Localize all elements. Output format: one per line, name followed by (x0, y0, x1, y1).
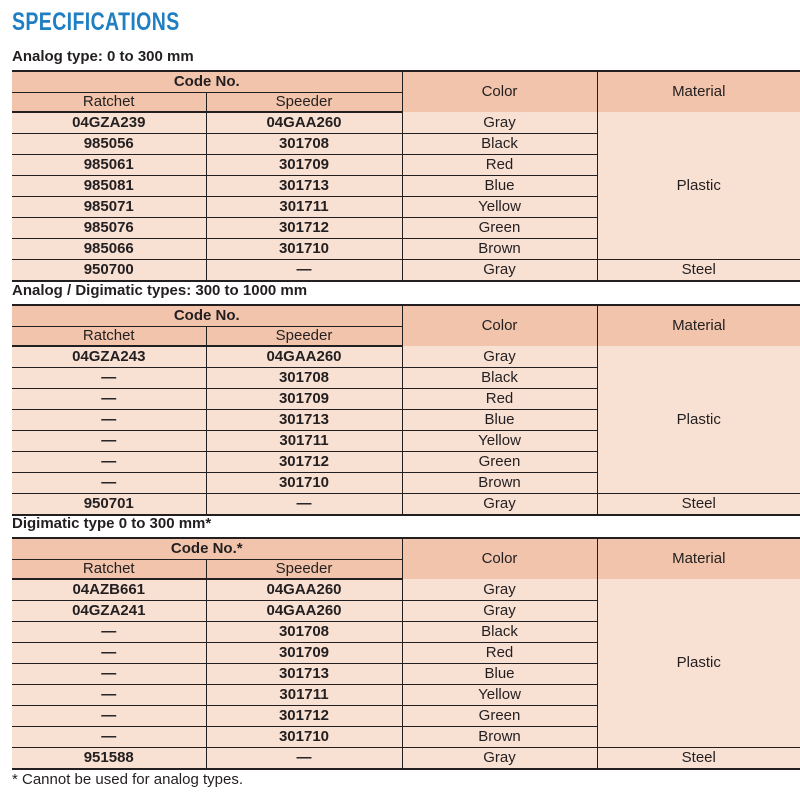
speeder-code: 04GAA260 (206, 601, 402, 622)
ratchet-code: 985076 (12, 218, 206, 239)
material-steel: Steel (597, 260, 800, 282)
footnote: * Cannot be used for analog types. (12, 771, 243, 788)
ratchet-header: Ratchet (12, 560, 206, 580)
page-title: SPECIFICATIONS (12, 8, 180, 36)
speeder-code: — (206, 260, 402, 282)
ratchet-code: 950700 (12, 260, 206, 282)
speeder-code: 301713 (206, 176, 402, 197)
color-cell: Brown (402, 727, 597, 748)
table-row (12, 494, 800, 516)
speeder-code: 301709 (206, 155, 402, 176)
color-cell: Blue (402, 176, 597, 197)
material-plastic: Plastic (597, 579, 800, 748)
ratchet-code: — (12, 410, 206, 431)
color-header: Color (402, 71, 597, 112)
color-cell: Red (402, 643, 597, 664)
speeder-header: Speeder (206, 560, 402, 580)
speeder-code: — (206, 748, 402, 770)
ratchet-code: — (12, 664, 206, 685)
speeder-code: 301709 (206, 389, 402, 410)
color-cell: Gray (402, 112, 597, 134)
ratchet-code: — (12, 685, 206, 706)
speeder-code: 301712 (206, 452, 402, 473)
speeder-code: 301708 (206, 368, 402, 389)
speeder-code: 301710 (206, 727, 402, 748)
code-no-header: Code No. (12, 305, 402, 327)
ratchet-code: — (12, 368, 206, 389)
color-cell: Brown (402, 239, 597, 260)
speeder-code: 301711 (206, 685, 402, 706)
speeder-code: 04GAA260 (206, 579, 402, 601)
speeder-code: 301708 (206, 134, 402, 155)
color-cell: Gray (402, 346, 597, 368)
ratchet-code: 950701 (12, 494, 206, 516)
color-cell: Green (402, 452, 597, 473)
color-cell: Yellow (402, 685, 597, 706)
color-cell: Blue (402, 410, 597, 431)
speeder-code: 301710 (206, 239, 402, 260)
ratchet-code: 04AZB661 (12, 579, 206, 601)
code-no-header: Code No.* (12, 538, 402, 560)
code-no-header: Code No. (12, 71, 402, 93)
speeder-code: 04GAA260 (206, 346, 402, 368)
color-header: Color (402, 538, 597, 579)
speeder-code: 301711 (206, 431, 402, 452)
speeder-header: Speeder (206, 327, 402, 347)
color-cell: Gray (402, 260, 597, 282)
ratchet-header: Ratchet (12, 93, 206, 113)
spec-table (12, 70, 800, 282)
table-row (12, 112, 800, 134)
ratchet-code: 985056 (12, 134, 206, 155)
speeder-header: Speeder (206, 93, 402, 113)
color-cell: Green (402, 218, 597, 239)
speeder-code: 301713 (206, 410, 402, 431)
table-row (12, 346, 800, 368)
material-header: Material (597, 538, 800, 579)
color-cell: Black (402, 622, 597, 643)
ratchet-code: 04GZA243 (12, 346, 206, 368)
material-steel: Steel (597, 494, 800, 516)
ratchet-code: — (12, 473, 206, 494)
section-title: Analog type: 0 to 300 mm (12, 48, 194, 65)
material-header: Material (597, 305, 800, 346)
speeder-code: — (206, 494, 402, 516)
spec-table (12, 304, 800, 516)
speeder-code: 301711 (206, 197, 402, 218)
speeder-code: 301712 (206, 218, 402, 239)
color-cell: Gray (402, 748, 597, 770)
ratchet-code: 985081 (12, 176, 206, 197)
ratchet-code: — (12, 727, 206, 748)
color-cell: Red (402, 155, 597, 176)
ratchet-code: 951588 (12, 748, 206, 770)
spec-table (12, 537, 800, 770)
ratchet-header: Ratchet (12, 327, 206, 347)
table-row (12, 260, 800, 282)
speeder-code: 301709 (206, 643, 402, 664)
material-steel: Steel (597, 748, 800, 770)
table-row (12, 579, 800, 601)
ratchet-code: — (12, 452, 206, 473)
color-cell: Gray (402, 601, 597, 622)
ratchet-code: 985066 (12, 239, 206, 260)
ratchet-code: — (12, 389, 206, 410)
color-cell: Brown (402, 473, 597, 494)
color-header: Color (402, 305, 597, 346)
color-cell: Gray (402, 494, 597, 516)
material-header: Material (597, 71, 800, 112)
material-plastic: Plastic (597, 112, 800, 260)
color-cell: Blue (402, 664, 597, 685)
color-cell: Red (402, 389, 597, 410)
section-title: Analog / Digimatic types: 300 to 1000 mm (12, 282, 308, 299)
speeder-code: 301712 (206, 706, 402, 727)
ratchet-code: — (12, 622, 206, 643)
table-row (12, 748, 800, 770)
ratchet-code: — (12, 431, 206, 452)
color-cell: Black (402, 134, 597, 155)
ratchet-code: 04GZA239 (12, 112, 206, 134)
speeder-code: 04GAA260 (206, 112, 402, 134)
color-cell: Gray (402, 579, 597, 601)
material-plastic: Plastic (597, 346, 800, 494)
ratchet-code: 985061 (12, 155, 206, 176)
color-cell: Yellow (402, 197, 597, 218)
ratchet-code: — (12, 643, 206, 664)
ratchet-code: 985071 (12, 197, 206, 218)
color-cell: Green (402, 706, 597, 727)
section-title: Digimatic type 0 to 300 mm* (12, 515, 212, 532)
ratchet-code: 04GZA241 (12, 601, 206, 622)
ratchet-code: — (12, 706, 206, 727)
speeder-code: 301708 (206, 622, 402, 643)
color-cell: Black (402, 368, 597, 389)
speeder-code: 301710 (206, 473, 402, 494)
speeder-code: 301713 (206, 664, 402, 685)
color-cell: Yellow (402, 431, 597, 452)
